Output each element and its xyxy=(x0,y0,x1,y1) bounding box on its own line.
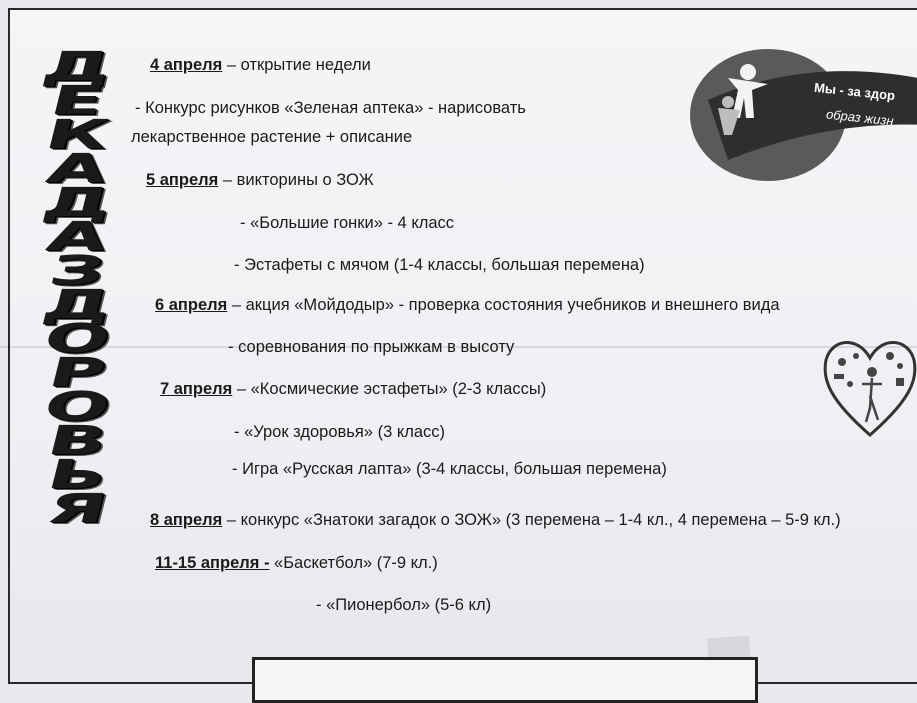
schedule-line: - соревнования по прыжкам в высоту xyxy=(228,338,515,356)
title-letter: З xyxy=(44,248,110,294)
schedule-line xyxy=(150,511,841,530)
schedule-line xyxy=(150,56,371,75)
event-text: «Баскетбол» (7-9 кл.) xyxy=(269,554,438,572)
schedule-line xyxy=(160,380,546,399)
schedule-line xyxy=(146,171,374,190)
event-text: – акция «Мойдодыр» - проверка состояния учебников и внешнего вида xyxy=(227,296,780,314)
healthy-lifestyle-logo xyxy=(688,40,917,190)
date-label: 5 апреля xyxy=(146,171,219,189)
schedule-line: - «Большие гонки» - 4 класс xyxy=(240,214,455,232)
schedule-line xyxy=(155,296,780,315)
title-letter: К xyxy=(40,112,114,158)
schedule-line: - «Урок здоровья» (3 класс) xyxy=(234,423,446,441)
bottom-frame xyxy=(252,657,758,703)
schedule-line: - Эстафеты с мячом (1-4 классы, большая перемена) xyxy=(234,256,645,274)
heart-sports-emblem xyxy=(820,330,917,440)
schedule-line xyxy=(155,554,438,573)
schedule-line: - Игра «Русская лапта» (3-4 классы, большая перемена) xyxy=(232,460,667,478)
logo-text: образ жизн xyxy=(825,106,895,129)
schedule-line: - «Пионербол» (5-6 кл) xyxy=(316,596,492,614)
title-letter: А xyxy=(41,214,113,260)
date-label: 7 апреля xyxy=(160,380,233,398)
title-letter: Ь xyxy=(42,452,112,498)
vertical-title xyxy=(22,44,132,532)
date-label: 11-15 апреля - xyxy=(155,554,270,572)
title-letter: А xyxy=(41,146,113,192)
title-letter: Д xyxy=(37,282,117,328)
title-letter: В xyxy=(42,418,112,464)
event-text: – «Космические эстафеты» (2-3 классы) xyxy=(232,380,547,398)
schedule-line: - Конкурс рисунков «Зеленая аптека» - нарисовать xyxy=(135,99,526,117)
title-letter: Д xyxy=(37,44,117,90)
event-text: – открытие недели xyxy=(222,56,371,74)
title-letter: О xyxy=(38,316,116,362)
title-letter: Д xyxy=(37,180,117,226)
event-text: – викторины о ЗОЖ xyxy=(218,171,374,189)
date-label: 8 апреля xyxy=(150,511,223,529)
schedule-line: лекарственное растение + описание xyxy=(131,128,413,146)
date-label: 4 апреля xyxy=(150,56,223,74)
event-text: – конкурс «Знатоки загадок о ЗОЖ» (3 перемена – 1-4 кл., 4 перемена – 5-9 кл.) xyxy=(222,511,841,529)
title-letter: Я xyxy=(41,486,113,532)
title-letter: Р xyxy=(43,350,111,396)
logo-text: Мы - за здор xyxy=(813,79,896,104)
title-letter: Е xyxy=(45,78,109,124)
title-letter: О xyxy=(38,384,116,430)
date-label: 6 апреля xyxy=(155,296,228,314)
